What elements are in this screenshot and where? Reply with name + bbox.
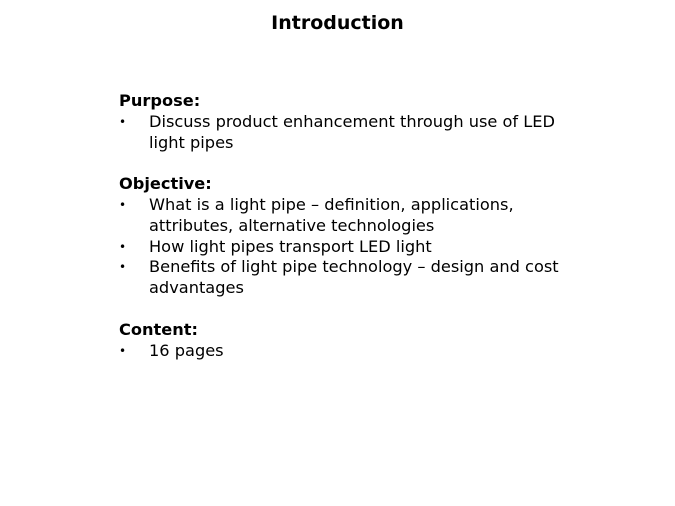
list-item <box>119 112 559 154</box>
content-section <box>119 320 559 362</box>
objective-bullet-list <box>119 195 559 299</box>
objective-heading: Objective: <box>119 174 212 194</box>
bullet-text: 16 pages <box>149 340 224 360</box>
list-item <box>119 341 559 362</box>
list-item <box>119 195 559 237</box>
bullet-icon: • <box>119 260 127 275</box>
bullet-text: Benefits of light pipe technology – design and cost advantages <box>149 257 559 298</box>
bullet-text: How light pipes transport LED light <box>149 236 432 256</box>
bullet-icon: • <box>119 343 127 358</box>
slide-body <box>119 91 559 382</box>
purpose-bullet-list <box>119 112 559 154</box>
content-bullet-list <box>119 341 559 362</box>
purpose-heading: Purpose: <box>119 91 201 110</box>
slide-title: Introduction <box>271 12 404 34</box>
bullet-text: Discuss product enhancement through use of LED light pipes <box>149 111 555 152</box>
list-item <box>119 257 559 299</box>
objective-section <box>119 174 559 299</box>
purpose-section <box>119 91 559 153</box>
bullet-icon: • <box>119 114 127 129</box>
bullet-icon: • <box>119 239 127 254</box>
list-item <box>119 237 559 258</box>
bullet-text: What is a light pipe – definition, applications, attributes, alternative technologies <box>149 194 514 235</box>
bullet-icon: • <box>119 197 127 212</box>
content-heading: Content: <box>119 319 198 339</box>
